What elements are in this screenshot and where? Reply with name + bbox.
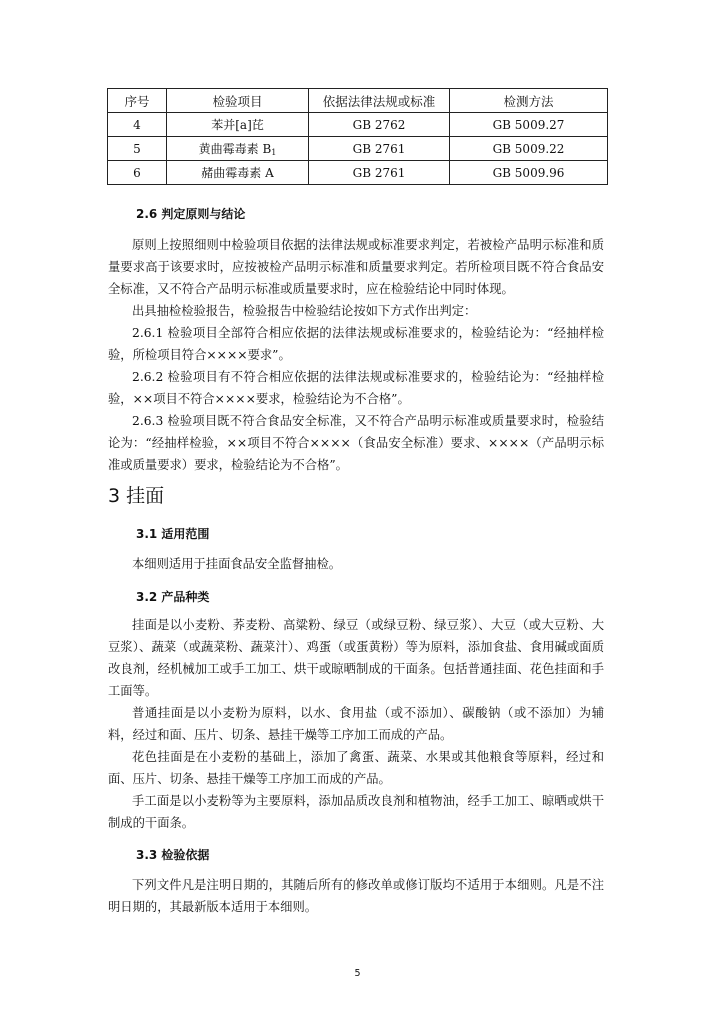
cell-method: GB 5009.96 (450, 161, 608, 185)
inspection-items-table (107, 88, 608, 185)
chapter-heading-3: 3 挂面 (108, 485, 165, 507)
paragraph-2-6-3: 2.6.3 检验项目既不符合食品安全标准，又不符合产品明示标准或质量要求时，检验结论为：“经抽样检验，××项目不符合××××（食品安全标准）要求、××××（产品明示标准或质量要求）要求，检验结论为不合格”。 (108, 414, 604, 472)
section-heading-3-1: 3.1 适用范围 (136, 527, 210, 541)
table-row (108, 113, 608, 137)
cell-item: 赭曲霉毒素 A (167, 161, 309, 185)
paragraph-3-1: 本细则适用于挂面食品安全监督抽检。 (132, 557, 342, 571)
header-method: 检测方法 (450, 89, 608, 113)
cell-item-subscript: 1 (271, 148, 277, 157)
table-row (108, 137, 608, 161)
cell-item-text: 黄曲霉毒素 B (198, 142, 272, 156)
paragraph-2-6-principle: 原则上按照细则中检验项目依据的法律法规或标准要求判定，若被检产品明示标准和质量要求高于该要求时，应按被检产品明示标准和质量要求判定。若所检项目既不符合食品安全标准，又不符合产品明示标准或质量要求时，应在检验结论中同时体现。 (108, 238, 604, 296)
cell-serial: 6 (108, 161, 167, 185)
cell-item: 苯并[a]芘 (167, 113, 309, 137)
header-basis: 依据法律法规或标准 (309, 89, 450, 113)
cell-basis: GB 2761 (309, 161, 450, 185)
cell-serial: 4 (108, 113, 167, 137)
header-serial: 序号 (108, 89, 167, 113)
cell-basis: GB 2762 (309, 113, 450, 137)
paragraph-3-2-handmade: 手工面是以小麦粉等为主要原料，添加品质改良剂和植物油，经手工加工、晾晒或烘干制成的干面条。 (108, 794, 604, 830)
paragraph-2-6-1: 2.6.1 检验项目全部符合相应依据的法律法规或标准要求的，检验结论为：“经抽样检验，所检项目符合××××要求”。 (108, 326, 604, 362)
page-number: 5 (354, 968, 361, 979)
table-header-row (108, 89, 608, 113)
paragraph-3-3: 下列文件凡是注明日期的，其随后所有的修改单或修订版均不适用于本细则。凡是不注明日期的，其最新版本适用于本细则。 (108, 878, 604, 914)
cell-item (167, 137, 309, 161)
section-heading-3-3: 3.3 检验依据 (136, 848, 210, 862)
paragraph-2-6-2: 2.6.2 检验项目有不符合相应依据的法律法规或标准要求的，检验结论为：“经抽样检验，××项目不符合××××要求，检验结论为不合格”。 (108, 370, 604, 406)
section-heading-3-2: 3.2 产品种类 (136, 590, 210, 604)
cell-method: GB 5009.22 (450, 137, 608, 161)
table-row (108, 161, 608, 185)
header-item: 检验项目 (167, 89, 309, 113)
paragraph-3-2-noodles: 挂面是以小麦粉、荞麦粉、高粱粉、绿豆（或绿豆粉、绿豆浆）、大豆（或大豆粉、大豆浆）、蔬菜（或蔬菜粉、蔬菜汁）、鸡蛋（或蛋黄粉）等为原料，添加食盐、食用碱或面质改良剂，经机械加工或手工加工、烘干或晾晒制成的干面条。包括普通挂面、花色挂面和手工面等。 (108, 618, 604, 698)
cell-serial: 5 (108, 137, 167, 161)
paragraph-2-6-report: 出具抽检检验报告，检验报告中检验结论按如下方式作出判定： (132, 304, 477, 318)
cell-method: GB 5009.27 (450, 113, 608, 137)
cell-basis: GB 2761 (309, 137, 450, 161)
paragraph-3-2-fancy: 花色挂面是在小麦粉的基础上，添加了禽蛋、蔬菜、水果或其他粮食等原料，经过和面、压片、切条、悬挂干燥等工序加工而成的产品。 (108, 750, 604, 786)
paragraph-3-2-plain: 普通挂面是以小麦粉为原料，以水、食用盐（或不添加）、碳酸钠（或不添加）为辅料，经过和面、压片、切条、悬挂干燥等工序加工而成的产品。 (108, 706, 604, 742)
section-heading-2-6: 2.6 判定原则与结论 (136, 207, 246, 221)
